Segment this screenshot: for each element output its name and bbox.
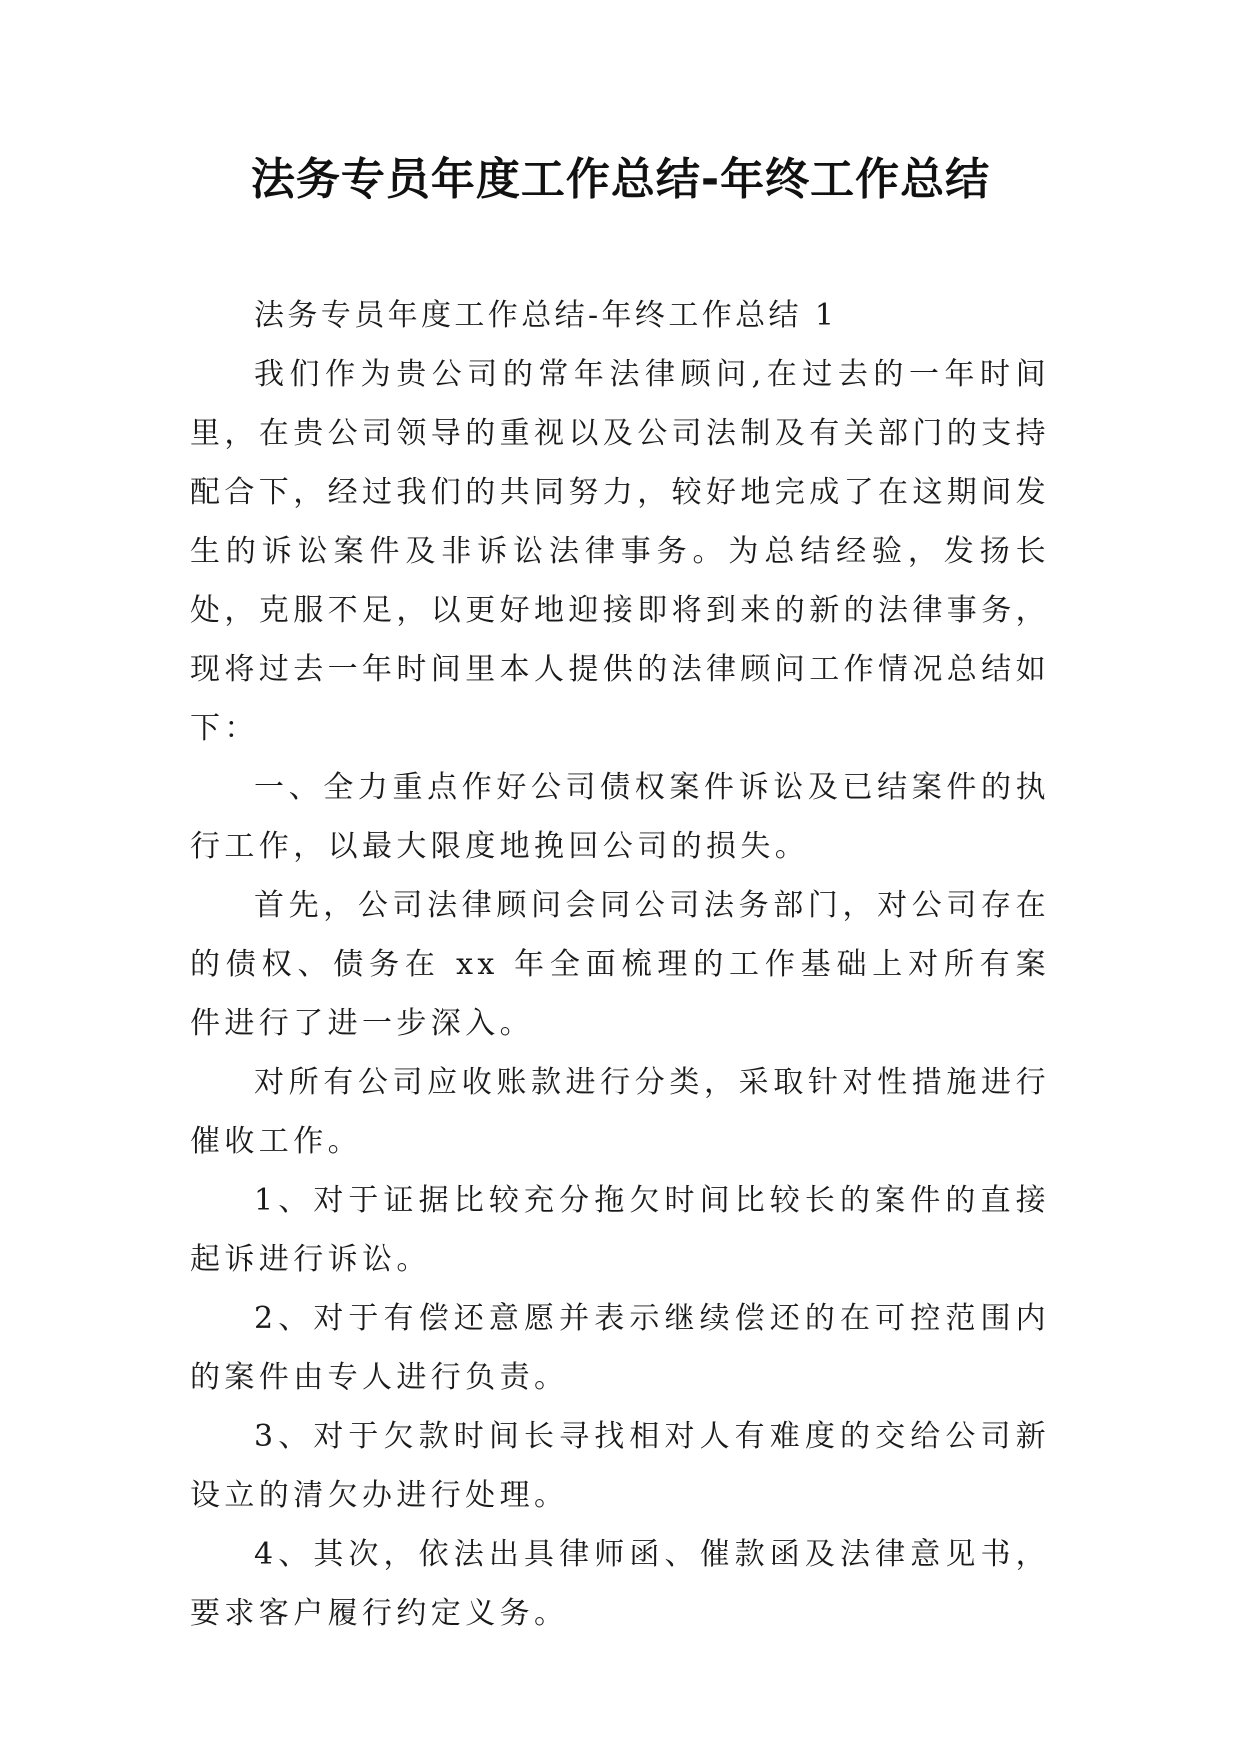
document-body [190, 286, 1050, 1643]
list-item-1: 1、对于证据比较充分拖欠时间比较长的案件的直接起诉进行诉讼。 [190, 1183, 1050, 1277]
section-heading: 法务专员年度工作总结-年终工作总结 1 [254, 298, 838, 333]
list-item-3: 3、对于欠款时间长寻找相对人有难度的交给公司新设立的清欠办进行处理。 [190, 1419, 1050, 1513]
paragraph-classification: 对所有公司应收账款进行分类，采取针对性措施进行催收工作。 [190, 1065, 1050, 1159]
list-item-2: 2、对于有偿还意愿并表示继续偿还的在可控范围内的案件由专人进行负责。 [190, 1301, 1050, 1395]
paragraph-point-one: 一、全力重点作好公司债权案件诉讼及已结案件的执行工作，以最大限度地挽回公司的损失。 [190, 770, 1050, 864]
paragraph-intro: 我们作为贵公司的常年法律顾问,在过去的一年时间里，在贵公司领导的重视以及公司法制及有关部门的支持配合下，经过我们的共同努力，较好地完成了在这期间发生的诉讼案件及非诉讼法律事务。为总结经验，发扬长处，克服不足，以更好地迎接即将到来的新的法律事务，现将过去一年时间里本人提供的法律顾问工作情况总结如下： [190, 357, 1050, 746]
list-item-4: 4、其次，依法出具律师函、催款函及法律意见书，要求客户履行约定义务。 [190, 1537, 1050, 1631]
paragraph-first: 首先，公司法律顾问会同公司法务部门，对公司存在的债权、债务在 xx 年全面梳理的工作基础上对所有案件进行了进一步深入。 [190, 888, 1050, 1041]
document-title: 法务专员年度工作总结-年终工作总结 [250, 154, 991, 205]
